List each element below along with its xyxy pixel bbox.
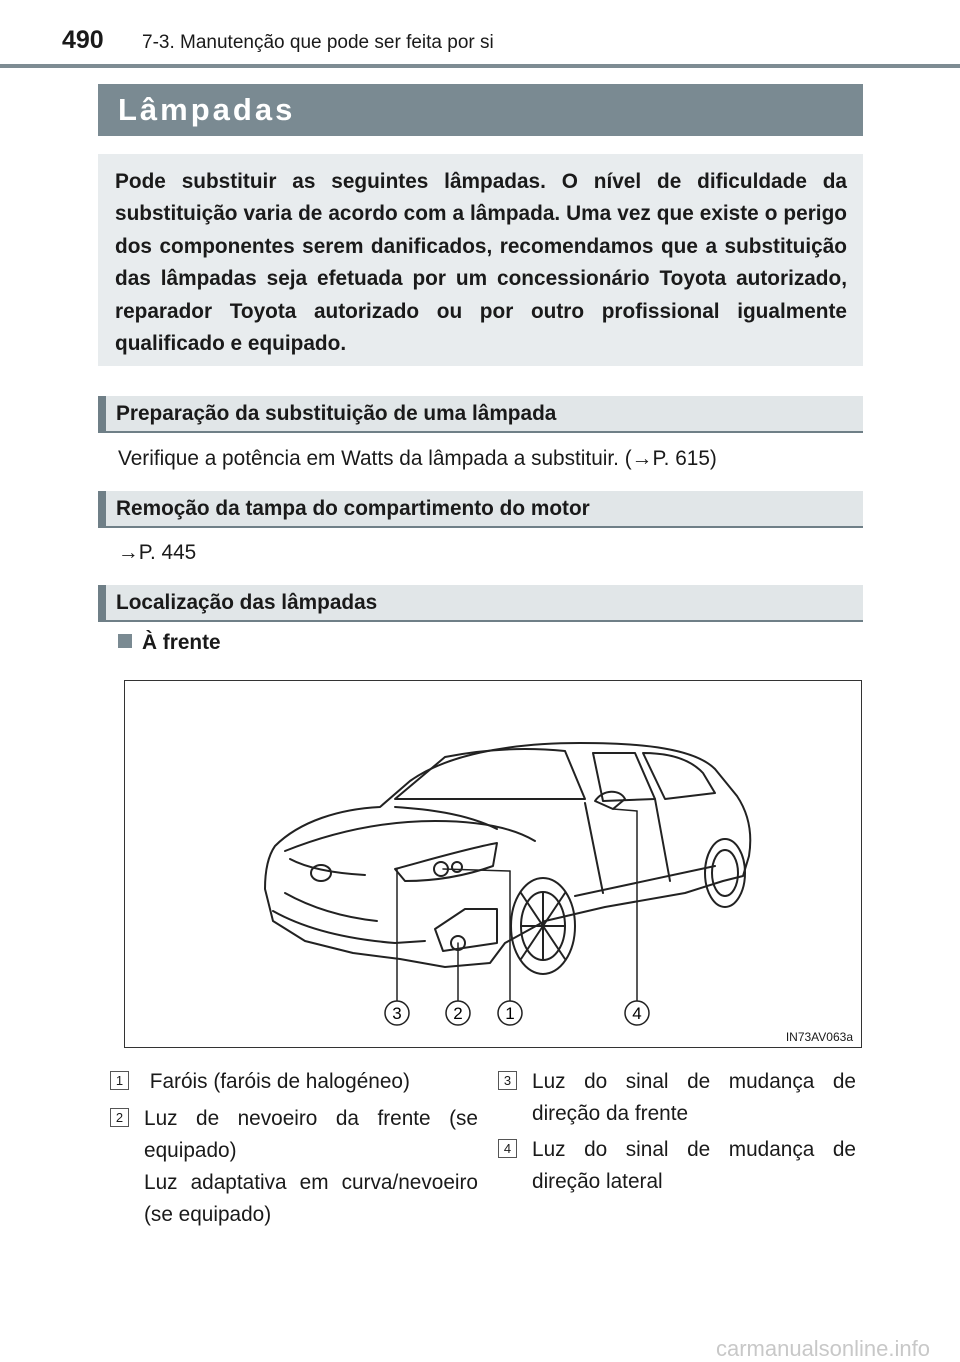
subheading-preparation [98, 396, 863, 433]
preparation-text: Verifique a potência em Watts da lâmpada a substituir. (→P. 615) [118, 447, 717, 470]
chapter-title: 7-3. Manutenção que pode ser feita por si [142, 32, 494, 53]
header-rule [0, 64, 960, 68]
legend-number-2: 2 [110, 1108, 129, 1127]
subheading-hood [98, 491, 863, 528]
callout-2-label: 2 [453, 1004, 463, 1023]
car-figure [124, 680, 862, 1048]
subheading-bar [98, 491, 106, 526]
subheading-title: Localização das lâmpadas [116, 591, 378, 614]
car-illustration [125, 681, 861, 1047]
legend-text-2b: Luz adaptativa em curva/nevoeiro (se equipado) [144, 1171, 478, 1226]
car-fog-light-housing [435, 909, 497, 951]
legend-number-3: 3 [498, 1071, 517, 1090]
car-body-outline [265, 743, 750, 967]
front-heading [118, 631, 221, 655]
car-windshield [395, 749, 585, 799]
legend-text-3: Luz do sinal de mudança de direção da frente [532, 1070, 856, 1125]
section-title: Lâmpadas [118, 92, 296, 127]
callout-3-label: 3 [392, 1004, 402, 1023]
legend-number-4: 4 [498, 1139, 517, 1158]
front-heading-text: À frente [142, 631, 221, 654]
subheading-locations [98, 585, 863, 622]
legend-item-1 [110, 1066, 480, 1106]
callout-1-label: 1 [505, 1004, 515, 1023]
figure-code: IN73AV063a [785, 1030, 853, 1044]
square-bullet-icon [118, 634, 132, 648]
car-hood-line [285, 821, 535, 851]
watermark: carmanualsonline.info [715, 1336, 930, 1361]
hood-reference: →P. 445 [118, 541, 197, 564]
legend-text-1: Faróis (faróis de halogéneo) [144, 1070, 410, 1093]
subheading-bar [98, 585, 106, 620]
page-number: 490 [62, 26, 104, 54]
subheading-title: Preparação da substituição de uma lâmpada [116, 402, 557, 425]
intro-box [98, 154, 863, 366]
legend-item-2 [110, 1103, 480, 1233]
callout-4-label: 4 [632, 1004, 642, 1023]
subheading-title: Remoção da tampa do compartimento do motor [116, 497, 590, 520]
car-headlight [395, 843, 497, 881]
legend-text-4: Luz do sinal de mudança de direção lateral [532, 1138, 856, 1193]
legend-text-2: Luz de nevoeiro da frente (se equipado) [144, 1107, 478, 1162]
legend-number-1: 1 [110, 1071, 129, 1090]
legend-item-4 [498, 1134, 858, 1204]
intro-text: Pode substituir as seguintes lâmpadas. O nível de dificuldade da substituição varia de acordo com a lâmpada. Uma vez que existe o perigo dos componentes serem danificados, recomendamos que a substituição das lâmpadas seja efetuada por um concessionário Toyota autorizado, reparador Toyota autorizado ou por outro profissional igualmente qualificado e equipado. [115, 170, 847, 356]
legend-item-3 [498, 1066, 858, 1136]
subheading-bar [98, 396, 106, 431]
section-banner [98, 84, 863, 136]
